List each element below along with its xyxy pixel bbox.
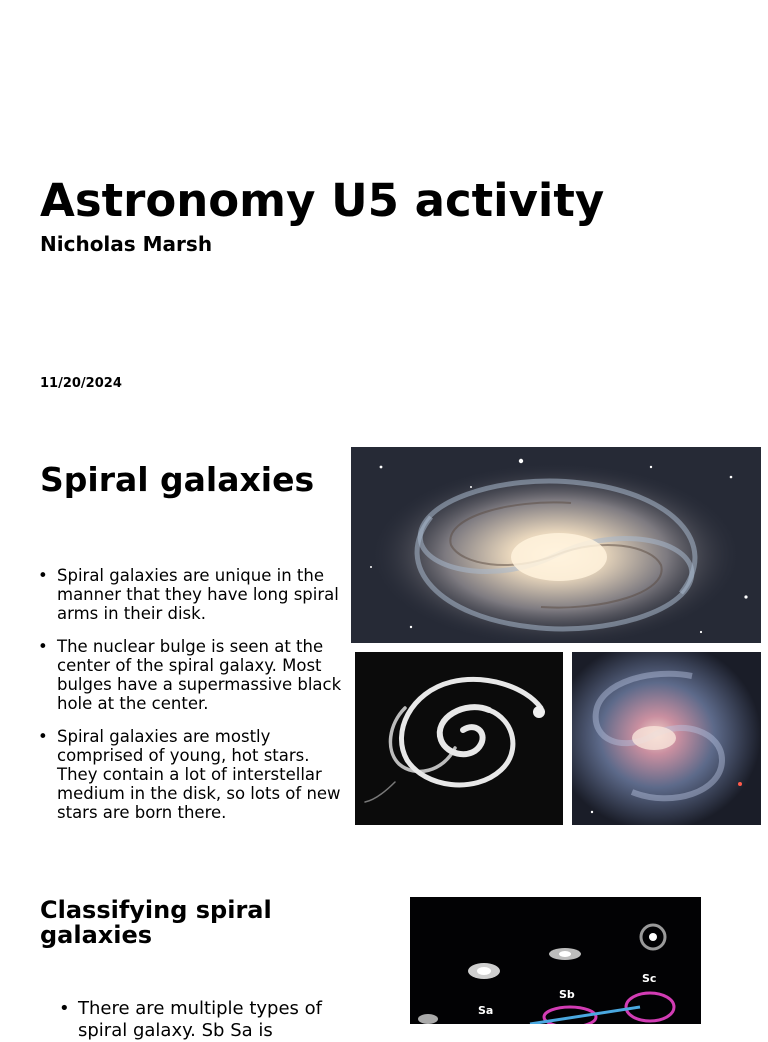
spiral-galaxies-heading: Spiral galaxies xyxy=(40,460,315,499)
bullet-item: • The nuclear bulge is seen at the center of the spiral galaxy. Most bulges have a supermassive black hole at the center. xyxy=(36,637,346,713)
bullet-item: • There are multiple types of spiral galaxy. Sb Sa is xyxy=(57,998,357,1042)
author-name: Nicholas Marsh xyxy=(40,232,213,256)
bullet-item: • Spiral galaxies are mostly comprised of young, hot stars. They contain a lot of interstellar medium in the disk, so lots of new stars are born there. xyxy=(36,727,346,822)
label-sa: Sa xyxy=(478,1004,494,1017)
label-sb: Sb xyxy=(559,988,575,1001)
galaxy-classification-diagram xyxy=(410,897,701,1024)
presentation-title: Astronomy U5 activity xyxy=(40,174,605,227)
label-sc: Sc xyxy=(642,972,657,985)
classifying-bullet-list xyxy=(57,998,357,1042)
bullet-item: • Spiral galaxies are unique in the manner that they have long spiral arms in their disk. xyxy=(36,566,346,623)
spiral-galaxy-color-photo xyxy=(572,652,761,825)
spiral-galaxies-bullet-list xyxy=(36,566,346,836)
spiral-galaxy-sketch xyxy=(355,652,563,825)
spiral-galaxy-photo xyxy=(351,447,761,643)
presentation-date: 11/20/2024 xyxy=(40,376,122,391)
classifying-spiral-galaxies-heading: Classifying spiral galaxies xyxy=(40,896,272,949)
